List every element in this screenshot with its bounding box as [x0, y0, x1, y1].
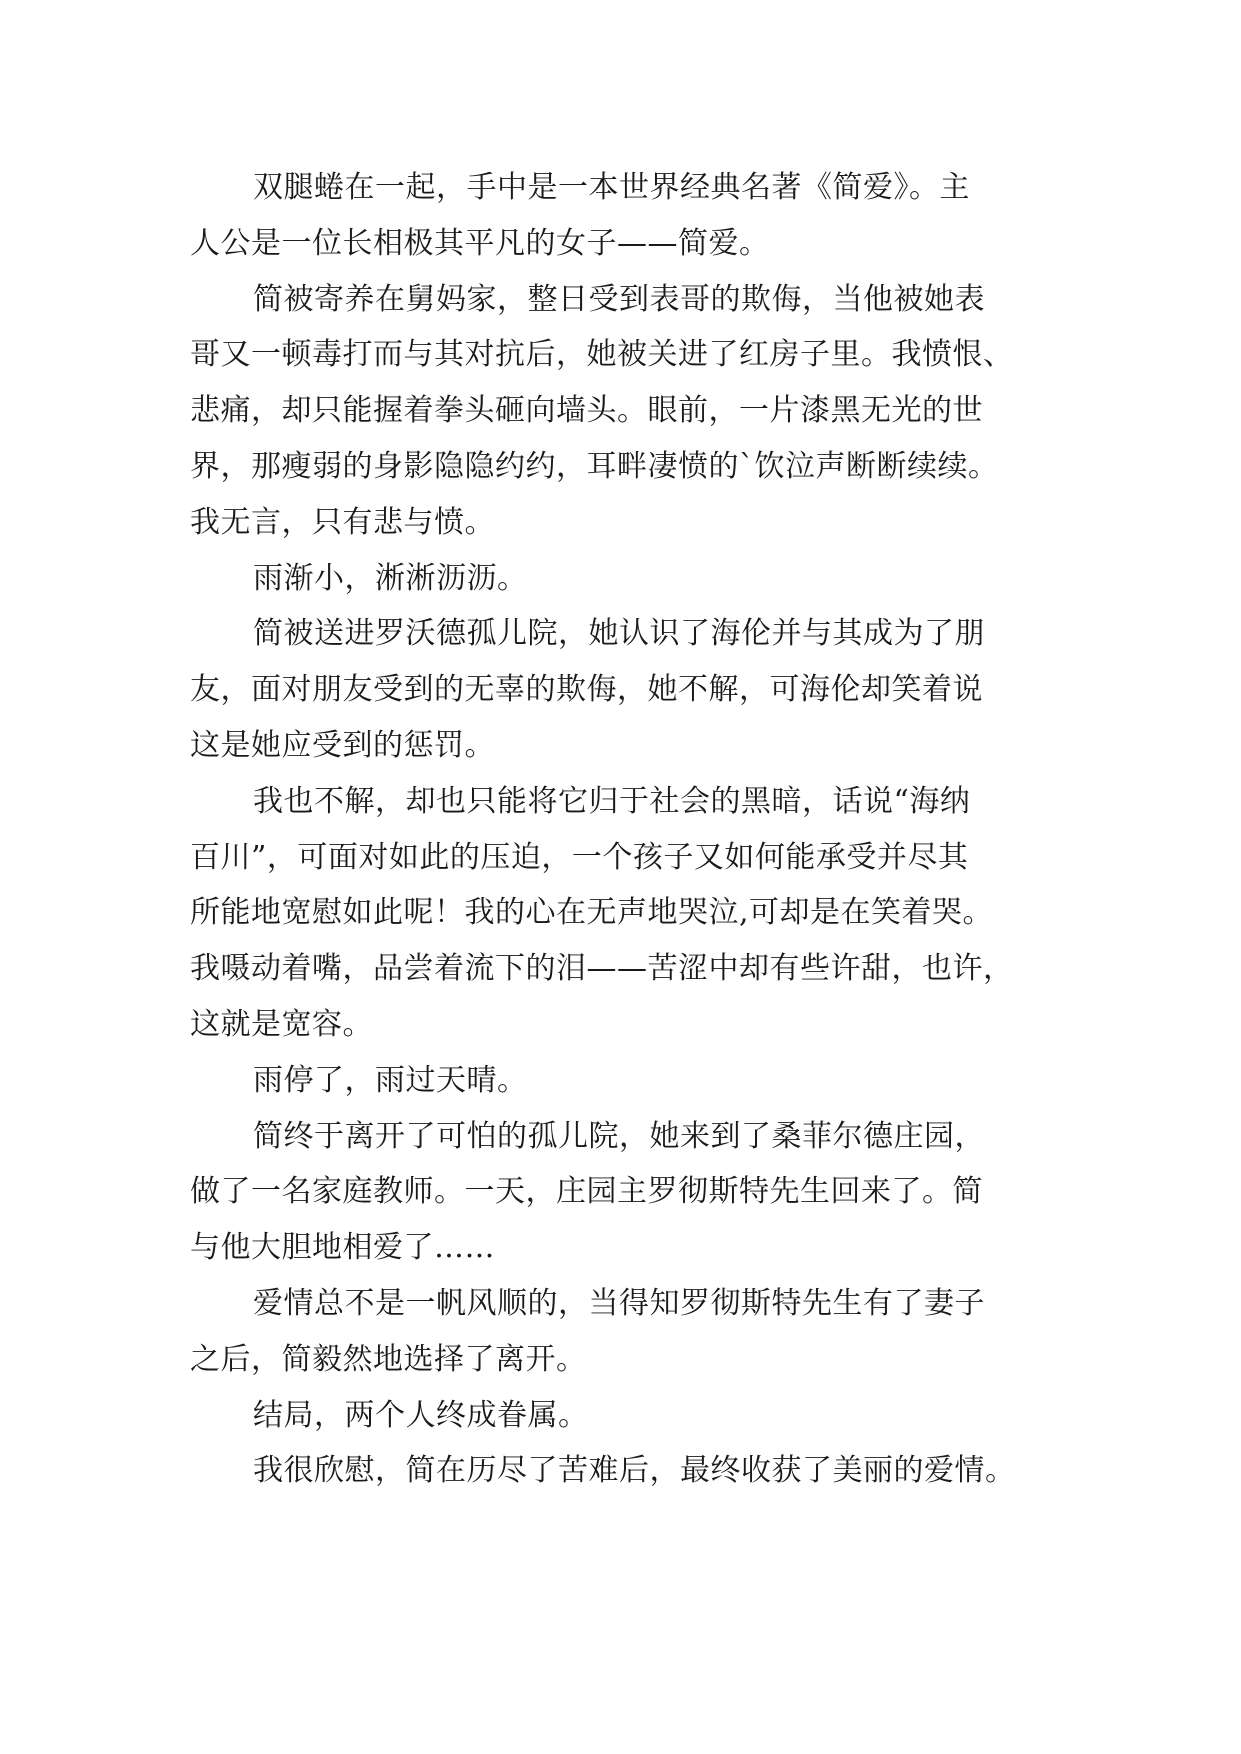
text-line: 我嗫动着嘴，品尝着流下的泪——苦涩中却有些许甜，也许， [190, 951, 1014, 987]
text-line: 爱情总不是一帆风顺的，当得知罗彻斯特先生有了妻子 [253, 1285, 985, 1321]
text-body [190, 160, 1090, 1499]
text-line: 人公是一位长相极其平凡的女子——简爱。 [190, 225, 770, 261]
text-line: 简被寄养在舅妈家，整日受到表哥的欺侮，当他被她表 [253, 281, 985, 317]
text-line: 我很欣慰，简在历尽了苦难后，最终收获了美丽的爱情。 [253, 1453, 1016, 1489]
text-line: 百川”，可面对如此的压迫，一个孩子又如何能承受并尽其 [190, 839, 969, 875]
text-line: 我无言，只有悲与愤。 [190, 504, 495, 540]
text-line: 这就是宽容。 [190, 1006, 373, 1042]
text-line: 悲痛，却只能握着拳头砸向墙头。眼前，一片漆黑无光的世 [190, 393, 983, 429]
text-line: 友，面对朋友受到的无辜的欺侮，她不解，可海伦却笑着说 [190, 672, 983, 708]
text-line: 所能地宽慰如此呢！我的心在无声地哭泣,可却是在笑着哭。 [190, 895, 994, 931]
text-line: 雨停了，雨过天晴。 [253, 1062, 528, 1098]
text-line: 哥又一顿毒打而与其对抗后，她被关进了红房子里。我愤恨、 [190, 337, 1014, 373]
text-line: 雨渐小，淅淅沥沥。 [253, 560, 528, 596]
text-line: 界，那瘦弱的身影隐隐约约，耳畔凄愤的`饮泣声断断续续。 [190, 448, 999, 484]
text-line: 双腿蜷在一起，手中是一本世界经典名著《简爱》。主 [253, 170, 970, 205]
text-line: 之后，简毅然地选择了离开。 [190, 1341, 587, 1377]
text-line: 这是她应受到的惩罚。 [190, 727, 495, 763]
text-line: 做了一名家庭教师。一天，庄园主罗彻斯特先生回来了。简 [190, 1174, 983, 1210]
text-line: 我也不解，却也只能将它归于社会的黑暗，话说“海纳 [253, 783, 971, 819]
text-line: 简终于离开了可怕的孤儿院，她来到了桑菲尔德庄园， [253, 1118, 985, 1154]
text-line: 与他大胆地相爱了…… [190, 1230, 495, 1266]
text-line: 结局，两个人终成眷属。 [253, 1397, 589, 1433]
text-line: 简被送进罗沃德孤儿院，她认识了海伦并与其成为了朋 [253, 616, 985, 652]
